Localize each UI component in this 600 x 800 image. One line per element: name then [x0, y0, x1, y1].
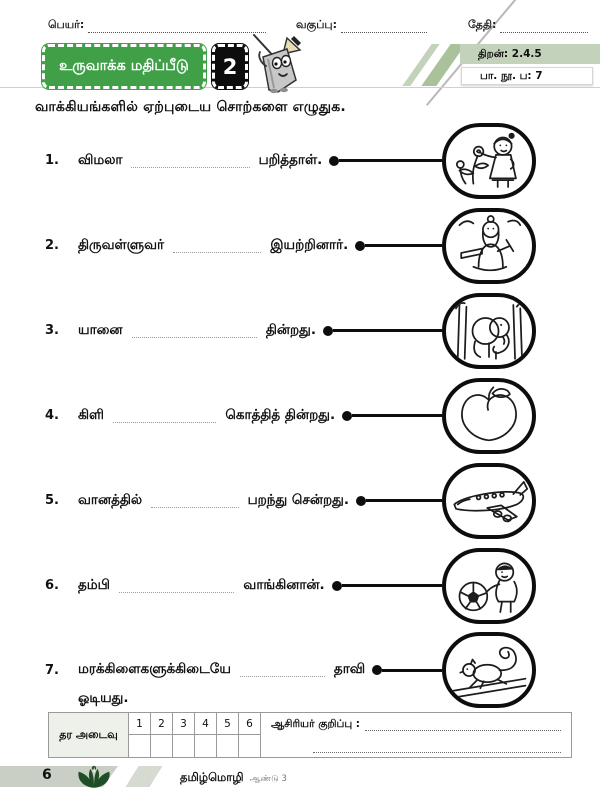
question-number: 4.	[45, 408, 59, 423]
question-text-after: தின்றது.	[265, 321, 317, 338]
assessment-number: 2	[222, 54, 238, 79]
thiruvalluvar-writing-illustration	[442, 208, 536, 284]
teacher-note-label: ஆசிரியர் குறிப்பு :	[271, 718, 360, 730]
name-field	[48, 18, 266, 33]
question-row	[0, 543, 600, 628]
page-header	[0, 0, 600, 96]
question-row	[0, 203, 600, 288]
question-text-before: வானத்தில்	[78, 491, 143, 508]
question-row	[0, 628, 600, 712]
class-field	[296, 18, 427, 33]
grade-entry-cell[interactable]	[151, 735, 173, 757]
grade-entry-cell[interactable]	[239, 735, 261, 757]
grade-column-header: 4	[195, 713, 217, 735]
question-text-after: பறித்தாள்.	[258, 151, 323, 168]
elephant-in-sugarcane-illustration	[442, 293, 536, 369]
skill-label: திறன்: 2.4.5	[478, 47, 542, 60]
assessment-number-stamp	[212, 44, 248, 89]
question-text-after: தாவி	[333, 661, 366, 677]
class-label: வகுப்பு:	[296, 18, 338, 31]
question-number: 3.	[45, 323, 59, 338]
connector-dot	[342, 411, 352, 421]
textbook-logo-icon	[76, 764, 112, 794]
question-text-before: கிளி	[78, 406, 104, 423]
question-text-before: தம்பி	[78, 576, 110, 593]
question-number: 2.	[45, 238, 59, 253]
question-number: 7.	[45, 662, 59, 678]
date-label: தேதி:	[468, 18, 497, 31]
question-number: 5.	[45, 493, 59, 508]
question-text-before: யானை	[78, 321, 123, 338]
date-field	[468, 18, 588, 33]
book-title-text: தமிழ்மொழி	[180, 770, 244, 784]
grade-column-header: 2	[151, 713, 173, 735]
question-text-wrap: ஓடியது.	[78, 690, 129, 706]
answer-blank[interactable]	[151, 494, 238, 508]
footer-stripe	[125, 766, 162, 787]
answer-blank[interactable]	[131, 154, 249, 168]
answer-blank[interactable]	[173, 239, 261, 253]
question-list	[0, 118, 600, 712]
answer-blank[interactable]	[132, 324, 257, 338]
grade-column-header: 6	[239, 713, 261, 735]
book-year: ஆண்டு 3	[249, 774, 287, 784]
question-row	[0, 118, 600, 203]
grade-table	[48, 712, 572, 758]
date-input-line[interactable]	[500, 22, 588, 33]
connector-line	[365, 244, 442, 247]
grade-columns	[129, 713, 261, 757]
question-text-before: மரக்கிளைகளுக்கிடையே	[78, 661, 231, 677]
textbook-page-label: பா. நூ. ப: 7	[480, 69, 543, 82]
connector-dot	[355, 241, 365, 251]
book-title	[180, 770, 287, 786]
grade-column-header: 1	[129, 713, 151, 735]
skill-badge	[460, 44, 600, 64]
question-row	[0, 288, 600, 373]
assessment-title: உருவாக்க மதிப்பீடு	[59, 57, 189, 74]
pencil-mascot-icon	[250, 30, 306, 98]
connector-line	[382, 669, 442, 672]
class-input-line[interactable]	[341, 22, 427, 33]
teacher-note-line-1[interactable]	[365, 721, 561, 731]
question-row	[0, 458, 600, 543]
connector-line	[333, 329, 442, 332]
name-input-line[interactable]	[88, 22, 266, 33]
question-number: 6.	[45, 578, 59, 593]
assessment-title-stamp	[42, 44, 206, 89]
answer-blank[interactable]	[240, 663, 325, 677]
answer-blank[interactable]	[119, 579, 234, 593]
connector-dot	[323, 326, 333, 336]
question-text-after: பறந்து சென்றது.	[247, 491, 349, 508]
page-number: 6	[42, 767, 52, 783]
grade-entry-cell[interactable]	[195, 735, 217, 757]
name-label: பெயர்:	[48, 18, 85, 31]
grade-column-header: 5	[217, 713, 239, 735]
connector-dot	[372, 665, 382, 675]
apple-illustration	[442, 378, 536, 454]
question-text-after: வாங்கினான்.	[243, 576, 325, 593]
connector-line	[342, 584, 442, 587]
connector-line	[366, 499, 442, 502]
question-text-before: திருவள்ளுவர்	[78, 236, 165, 253]
grade-entry-cell[interactable]	[173, 735, 195, 757]
question-text-before: விமலா	[78, 151, 123, 168]
question-row	[0, 373, 600, 458]
grade-column-header: 3	[173, 713, 195, 735]
teacher-note-line-2[interactable]	[313, 743, 561, 753]
airplane-illustration	[442, 463, 536, 539]
textbook-page-badge	[461, 67, 593, 85]
connector-dot	[356, 496, 366, 506]
teacher-note-cell	[261, 713, 571, 757]
grade-table-label: தர அடைவு	[49, 713, 129, 757]
instruction-text: வாக்கியங்களில் ஏற்புடைய சொற்களை எழுதுக.	[35, 99, 346, 115]
squirrel-running-illustration	[442, 632, 536, 708]
connector-line	[352, 414, 442, 417]
connector-dot	[329, 156, 339, 166]
girl-picking-flowers-illustration	[442, 123, 536, 199]
question-text-after: கொத்தித் தின்றது.	[225, 406, 336, 423]
grade-entry-cell[interactable]	[129, 735, 151, 757]
page-footer	[0, 764, 600, 790]
boy-with-football-illustration	[442, 548, 536, 624]
answer-blank[interactable]	[113, 409, 216, 423]
connector-line	[339, 159, 442, 162]
question-number: 1.	[45, 153, 59, 168]
grade-entry-cell[interactable]	[217, 735, 239, 757]
question-text-after: இயற்றினார்.	[270, 236, 349, 253]
connector-dot	[332, 581, 342, 591]
